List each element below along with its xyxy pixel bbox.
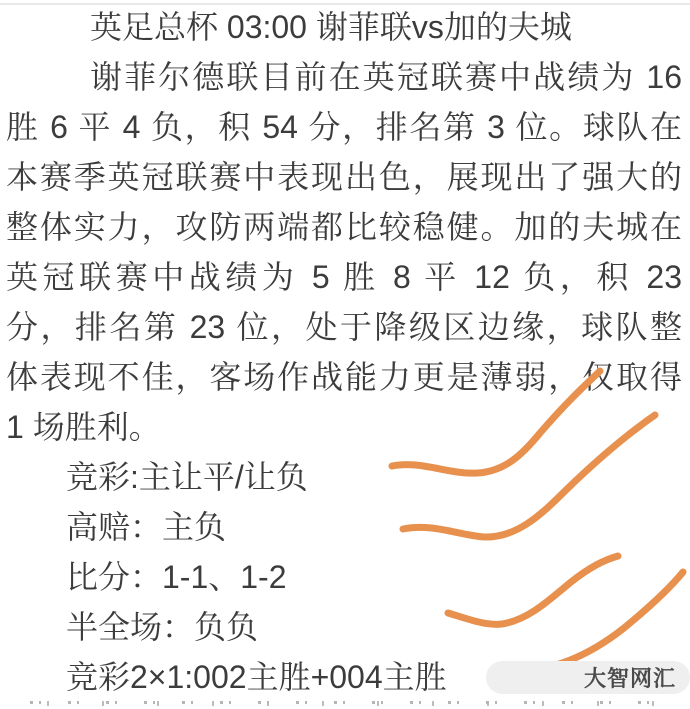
paragraph-line: 胜 6 平 4 负，积 54 分，排名第 3 位。球队在: [6, 109, 682, 145]
prediction-jingcai: 竞彩:主让平/让负: [66, 459, 308, 495]
prediction-jingcai-2x1: 竞彩2×1:002主胜+004主胜: [66, 659, 447, 695]
analysis-paragraph: [6, 52, 682, 452]
paragraph-line: 整体实力，攻防两端都比较稳健。加的夫城在: [6, 209, 682, 245]
paragraph-line: 分，排名第 23 位，处于降级区边缘，球队整: [6, 309, 682, 345]
clipped-bottom-text: [30, 701, 676, 706]
paragraph-line: 谢菲尔德联目前在英冠联赛中战绩为 16: [90, 59, 682, 95]
match-title: 英足总杯 03:00 谢菲联vs加的夫城: [90, 9, 572, 45]
prediction-high-odds: 高赔：主负: [66, 509, 227, 545]
watermark-badge: [486, 661, 690, 694]
top-divider: [0, 3, 690, 5]
prediction-score: 比分：1-1、1-2: [66, 559, 287, 595]
paragraph-line: 本赛季英冠联赛中表现出色，展现出了强大的: [6, 159, 682, 195]
prediction-halftime-fulltime: 半全场：负负: [66, 609, 259, 645]
paragraph-line: 英冠联赛中战绩为 5 胜 8 平 12 负，积 23: [6, 259, 682, 295]
paragraph-line: 体表现不佳，客场作战能力更是薄弱，仅取得: [6, 359, 682, 395]
watermark-label: 大智网汇: [583, 666, 676, 691]
paragraph-line: 1 场胜利。: [6, 409, 161, 445]
